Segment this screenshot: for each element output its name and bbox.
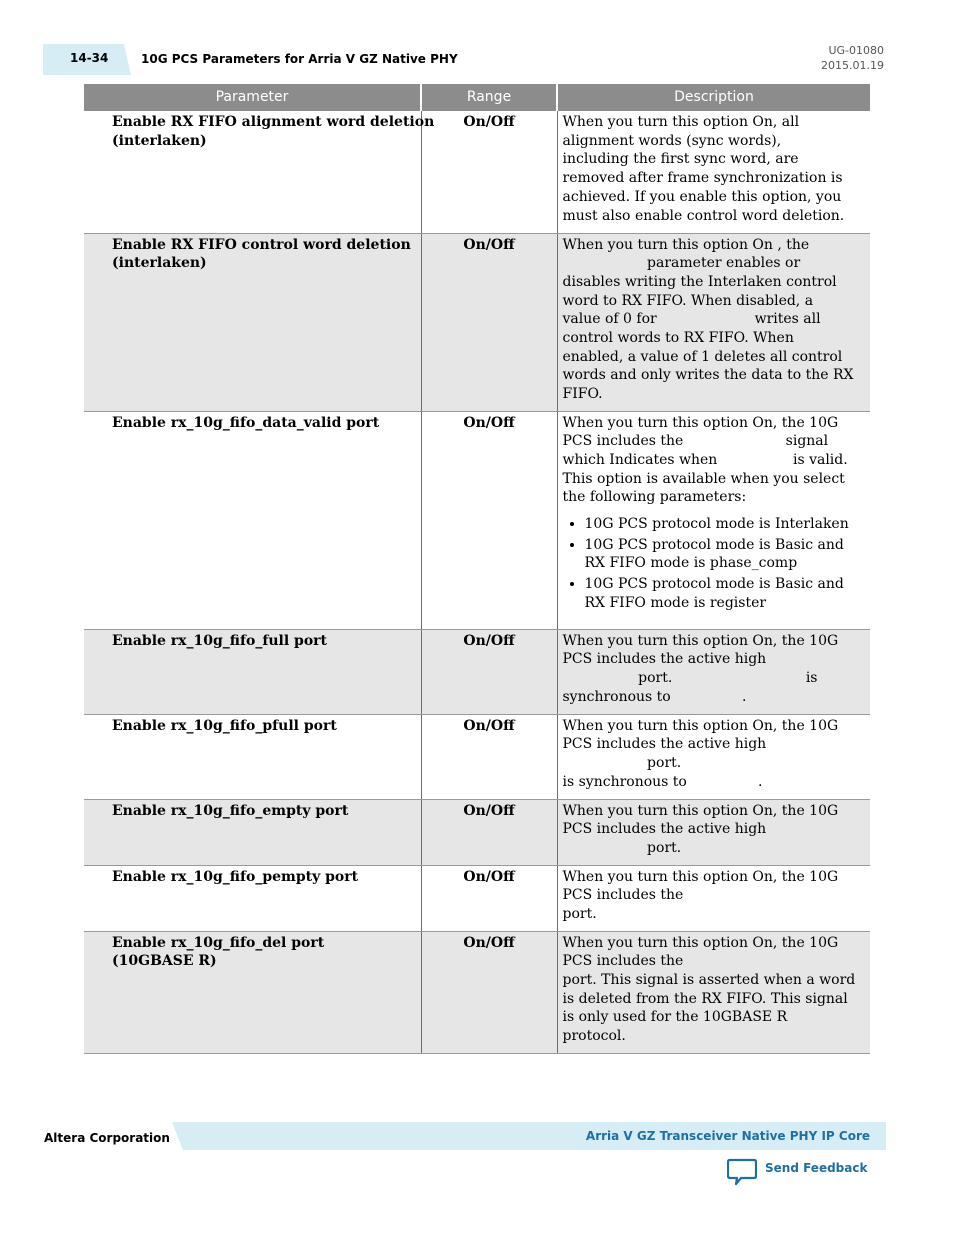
description-line: When you turn this option On, all bbox=[562, 114, 800, 130]
description-line: PCS includes the bbox=[562, 887, 684, 904]
list-item-line: RX FIFO mode is register bbox=[584, 594, 767, 611]
list-item bbox=[585, 575, 867, 612]
description-cell bbox=[557, 233, 870, 411]
description-line: parameter enables or bbox=[562, 255, 801, 272]
parameter-cell bbox=[84, 629, 421, 714]
parameter-table bbox=[84, 84, 870, 1054]
description-cell bbox=[557, 714, 870, 799]
table-row bbox=[84, 865, 870, 931]
parameter-cell bbox=[84, 714, 421, 799]
parameter-name-line: Enable rx_10g_fifo_full port bbox=[112, 632, 328, 649]
parameter-name-line: (10GBASE R) bbox=[112, 953, 217, 970]
list-item-line: RX FIFO mode is phase_comp bbox=[584, 555, 798, 572]
description-line: which Indicates when is valid. bbox=[562, 451, 848, 468]
description-line: port. bbox=[562, 754, 682, 771]
description-cell bbox=[557, 629, 870, 714]
description-line: word to RX FIFO. When disabled, a bbox=[562, 292, 814, 309]
list-item-line: • 10G PCS protocol mode is Basic and bbox=[584, 536, 844, 553]
range-cell: On/Off bbox=[421, 111, 557, 233]
list-item-line: • 10G PCS protocol mode is Interlaken bbox=[584, 516, 849, 533]
description-line: is deleted from the RX FIFO. This signal bbox=[562, 990, 848, 1007]
description-line: is only used for the 10GBASE R bbox=[562, 1009, 788, 1026]
parameter-cell bbox=[84, 111, 435, 233]
range-cell: On/Off bbox=[421, 865, 557, 931]
description-line: achieved. If you enable this option, you bbox=[562, 188, 842, 205]
parameter-name-line: Enable RX FIFO alignment word deletion bbox=[112, 114, 435, 130]
description-line: When you turn this option On, the 10G bbox=[562, 717, 839, 734]
description-line: FIFO. bbox=[562, 386, 603, 403]
description-cell bbox=[557, 931, 870, 1053]
table-row bbox=[84, 411, 870, 629]
parameter-name-line: Enable rx_10g_fifo_data_valid port bbox=[112, 414, 380, 431]
parameter-cell bbox=[84, 931, 421, 1053]
description-line: PCS includes the active high bbox=[562, 821, 767, 838]
list-item-line: • 10G PCS protocol mode is Basic and bbox=[584, 576, 844, 593]
column-header-range: Range bbox=[421, 84, 557, 111]
parameter-cell bbox=[84, 411, 421, 629]
list-item bbox=[585, 515, 867, 534]
description-line: is synchronous to . bbox=[562, 773, 763, 790]
range-cell: On/Off bbox=[421, 411, 557, 629]
description-cell bbox=[557, 111, 870, 233]
table-row bbox=[84, 629, 870, 714]
description-line: When you turn this option On, the 10G bbox=[562, 868, 839, 885]
parameter-cell bbox=[84, 799, 421, 865]
description-line: including the first sync word, are bbox=[562, 151, 799, 168]
parameter-cell bbox=[84, 233, 421, 411]
description-line: value of 0 for writes all bbox=[562, 311, 821, 328]
product-name: Arria V GZ Transceiver Native PHY IP Core bbox=[585, 1129, 870, 1143]
description-line: port. bbox=[562, 905, 597, 922]
section-title: 10G PCS Parameters for Arria V GZ Native PHY bbox=[141, 52, 458, 66]
description-line: PCS includes the active high bbox=[562, 651, 767, 668]
range-cell: On/Off bbox=[421, 799, 557, 865]
description-line: must also enable control word deletion. bbox=[562, 207, 845, 224]
description-line: PCS includes the signal bbox=[562, 433, 829, 450]
table-row bbox=[84, 111, 870, 233]
description-line: alignment words (sync words), bbox=[562, 132, 782, 149]
parameter-name-line: Enable rx_10g_fifo_pempty port bbox=[112, 868, 359, 885]
range-cell: On/Off bbox=[421, 714, 557, 799]
description-line: enabled, a value of 1 deletes all control bbox=[562, 348, 843, 365]
description-line: protocol. bbox=[562, 1028, 626, 1045]
description-line: port. is bbox=[562, 669, 818, 686]
description-line: disables writing the Interlaken control bbox=[562, 273, 837, 290]
document-id: UG-01080 bbox=[828, 44, 884, 57]
description-line: PCS includes the active high bbox=[562, 736, 767, 753]
send-feedback-label: Send Feedback bbox=[765, 1161, 868, 1175]
parameter-name-line: Enable rx_10g_fifo_del port bbox=[112, 934, 325, 951]
document-info bbox=[821, 43, 884, 73]
description-line: When you turn this option On, the 10G bbox=[562, 802, 839, 819]
range-cell: On/Off bbox=[421, 629, 557, 714]
parameter-name-line: Enable RX FIFO control word deletion bbox=[112, 236, 411, 253]
range-cell: On/Off bbox=[421, 931, 557, 1053]
description-line: When you turn this option On, the 10G bbox=[562, 414, 839, 431]
document-date: 2015.01.19 bbox=[821, 59, 884, 72]
description-line: words and only writes the data to the RX bbox=[562, 367, 854, 384]
description-line: port. bbox=[562, 839, 682, 856]
table-row bbox=[84, 799, 870, 865]
parameter-conditions-list bbox=[563, 515, 867, 613]
description-cell bbox=[557, 411, 870, 629]
table-row bbox=[84, 931, 870, 1053]
description-line: synchronous to . bbox=[562, 688, 747, 705]
column-header-parameter: Parameter bbox=[84, 84, 421, 111]
list-item bbox=[585, 536, 867, 573]
parameter-cell bbox=[84, 865, 421, 931]
description-line: port. This signal is asserted when a word bbox=[562, 971, 856, 988]
description-line: When you turn this option On, the 10G bbox=[562, 632, 839, 649]
description-line: control words to RX FIFO. When bbox=[562, 330, 794, 347]
description-cell bbox=[557, 865, 870, 931]
description-line: When you turn this option On , the bbox=[562, 236, 810, 253]
description-cell bbox=[557, 799, 870, 865]
description-line: PCS includes the bbox=[562, 953, 684, 970]
table-row bbox=[84, 714, 870, 799]
description-line: the following parameters: bbox=[562, 489, 747, 506]
description-line: This option is available when you select bbox=[562, 470, 845, 487]
company-name: Altera Corporation bbox=[44, 1131, 170, 1145]
table-header-row bbox=[84, 84, 870, 111]
parameter-name-line: Enable rx_10g_fifo_empty port bbox=[112, 802, 349, 819]
description-line: When you turn this option On, the 10G bbox=[562, 934, 839, 951]
parameter-name-line: Enable rx_10g_fifo_pfull port bbox=[112, 717, 337, 734]
parameter-name-line: (interlaken) bbox=[112, 132, 207, 149]
column-header-description: Description bbox=[557, 84, 870, 111]
page-number: 14-34 bbox=[70, 51, 109, 65]
table-row bbox=[84, 233, 870, 411]
range-cell: On/Off bbox=[421, 233, 557, 411]
description-line: removed after frame synchronization is bbox=[562, 170, 843, 187]
send-feedback-link[interactable] bbox=[727, 1158, 867, 1186]
speech-bubble-icon bbox=[727, 1158, 757, 1186]
parameter-name-line: (interlaken) bbox=[112, 255, 207, 272]
